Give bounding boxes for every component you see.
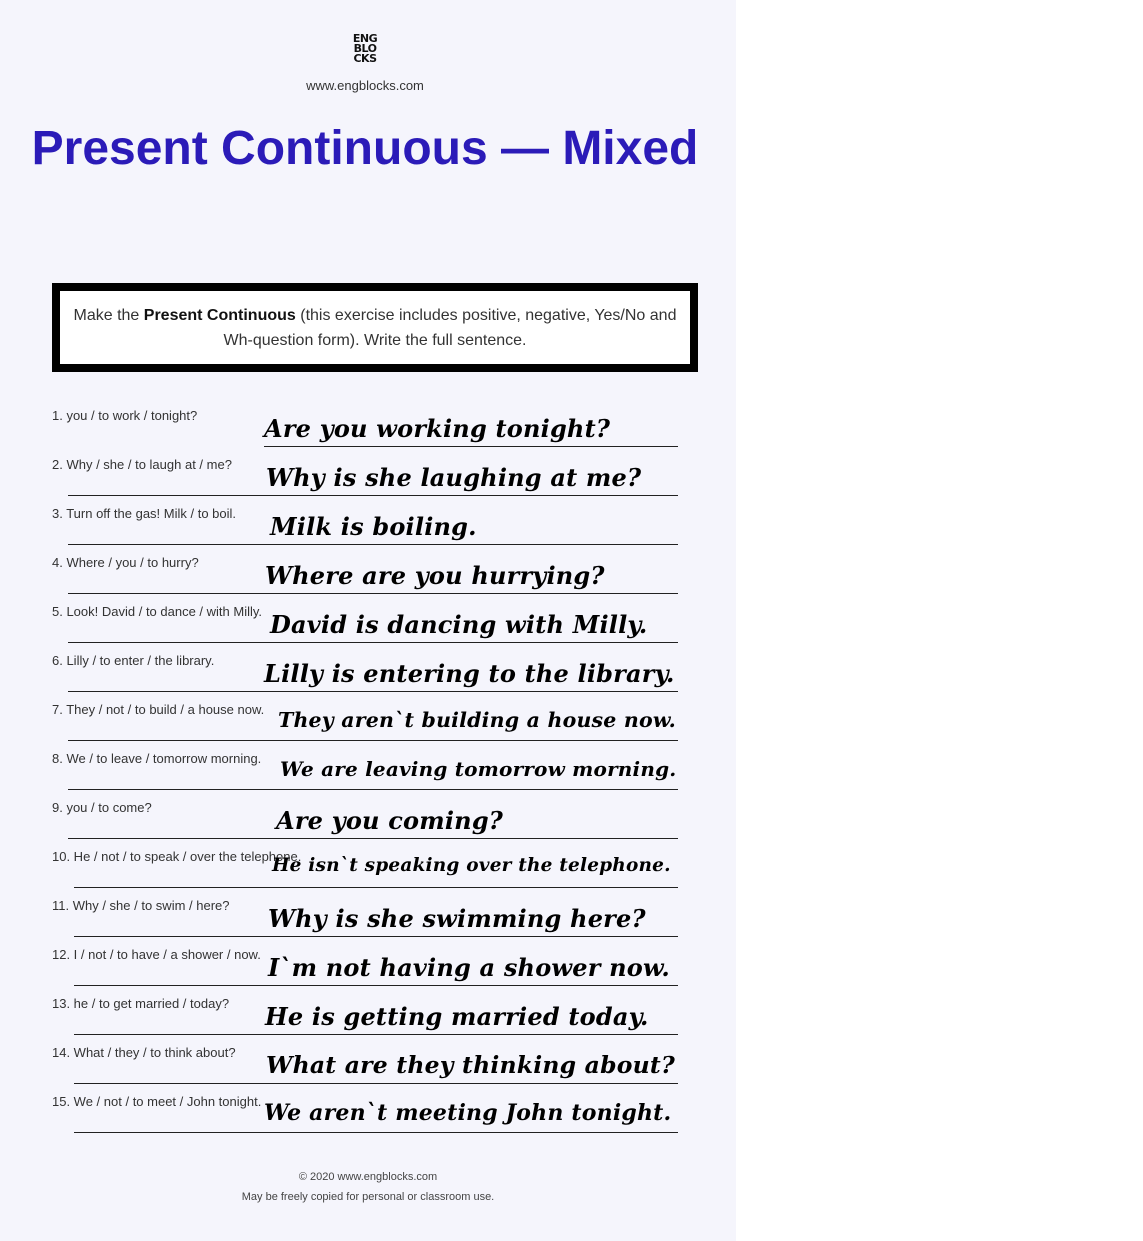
answer-line xyxy=(68,691,678,692)
answer-line xyxy=(68,838,678,839)
exercise-item xyxy=(0,506,736,555)
exercise-item xyxy=(0,996,736,1045)
exercise-prompt: 1. you / to work / tonight? xyxy=(52,408,198,423)
exercise-item xyxy=(0,702,736,751)
exercise-prompt: 15. We / not / to meet / John tonight. xyxy=(52,1094,262,1109)
page-title: Present Continuous — Mixed xyxy=(31,122,699,175)
exercise-item xyxy=(0,604,736,653)
exercise-item xyxy=(0,849,736,898)
exercise-prompt: 2. Why / she / to laugh at / me? xyxy=(52,457,232,472)
exercise-item xyxy=(0,1045,736,1094)
exercise-item xyxy=(0,1094,736,1143)
exercise-item xyxy=(0,800,736,849)
answer-line xyxy=(264,446,678,447)
answer-line xyxy=(68,593,678,594)
exercise-item xyxy=(0,653,736,702)
handwritten-answer[interactable]: We are leaving tomorrow morning. xyxy=(280,757,677,781)
engblocks-logo: ENG BLO CKS xyxy=(352,32,378,65)
instructions-box xyxy=(52,283,698,372)
answer-line xyxy=(74,887,678,888)
exercise-prompt: 4. Where / you / to hurry? xyxy=(52,555,199,570)
answer-line xyxy=(74,1083,678,1084)
exercise-prompt: 6. Lilly / to enter / the library. xyxy=(52,653,215,668)
handwritten-answer[interactable]: They aren`t building a house now. xyxy=(278,708,676,732)
site-url[interactable]: www.engblocks.com xyxy=(306,78,424,93)
exercise-item xyxy=(0,555,736,604)
exercise-prompt: 9. you / to come? xyxy=(52,800,152,815)
handwritten-answer[interactable]: Why is she laughing at me? xyxy=(266,463,642,492)
handwritten-answer[interactable]: He is getting married today. xyxy=(265,1002,649,1031)
exercise-item xyxy=(0,408,736,457)
answer-line xyxy=(74,985,678,986)
answer-line xyxy=(68,740,678,741)
handwritten-answer[interactable]: Why is she swimming here? xyxy=(268,904,646,933)
exercise-prompt: 3. Turn off the gas! Milk / to boil. xyxy=(52,506,237,521)
footer-license: May be freely copied for personal or classroom use. xyxy=(241,1191,495,1203)
answer-line xyxy=(74,936,678,937)
instructions-text: Make the Present Continuous (this exercise includes positive, negative, Yes/No and Wh-question form). Write the full sentence. xyxy=(73,306,677,349)
exercise-item xyxy=(0,898,736,947)
exercise-prompt: 5. Look! David / to dance / with Milly. xyxy=(52,604,263,619)
exercise-item xyxy=(0,947,736,996)
exercise-item xyxy=(0,751,736,800)
handwritten-answer[interactable]: What are they thinking about? xyxy=(266,1051,675,1079)
exercise-prompt: 8. We / to leave / tomorrow morning. xyxy=(52,751,262,766)
handwritten-answer[interactable]: I`m not having a shower now. xyxy=(268,953,670,982)
handwritten-answer[interactable]: David is dancing with Milly. xyxy=(270,610,648,639)
answer-line xyxy=(68,642,678,643)
handwritten-answer[interactable]: We aren`t meeting John tonight. xyxy=(264,1100,672,1126)
answer-line xyxy=(74,1132,678,1133)
answer-line xyxy=(68,789,678,790)
answer-line xyxy=(68,544,678,545)
exercise-prompt: 13. he / to get married / today? xyxy=(52,996,230,1011)
handwritten-answer[interactable]: Where are you hurrying? xyxy=(265,561,605,590)
handwritten-answer[interactable]: Are you coming? xyxy=(276,806,504,835)
footer-copyright: © 2020 www.engblocks.com xyxy=(298,1171,438,1183)
exercise-prompt: 7. They / not / to build / a house now. xyxy=(52,702,265,717)
handwritten-answer[interactable]: Milk is boiling. xyxy=(270,512,477,541)
handwritten-answer[interactable]: Lilly is entering to the library. xyxy=(264,659,675,688)
answer-line xyxy=(74,1034,678,1035)
exercise-prompt: 11. Why / she / to swim / here? xyxy=(52,898,230,913)
exercise-item xyxy=(0,457,736,506)
exercise-prompt: 10. He / not / to speak / over the telephone. xyxy=(52,849,302,864)
exercise-prompt: 12. I / not / to have / a shower / now. xyxy=(52,947,261,962)
answer-line xyxy=(68,495,678,496)
handwritten-answer[interactable]: Are you working tonight? xyxy=(264,414,611,443)
handwritten-answer[interactable]: He isn`t speaking over the telephone. xyxy=(272,855,671,876)
exercise-prompt: 14. What / they / to think about? xyxy=(52,1045,236,1060)
